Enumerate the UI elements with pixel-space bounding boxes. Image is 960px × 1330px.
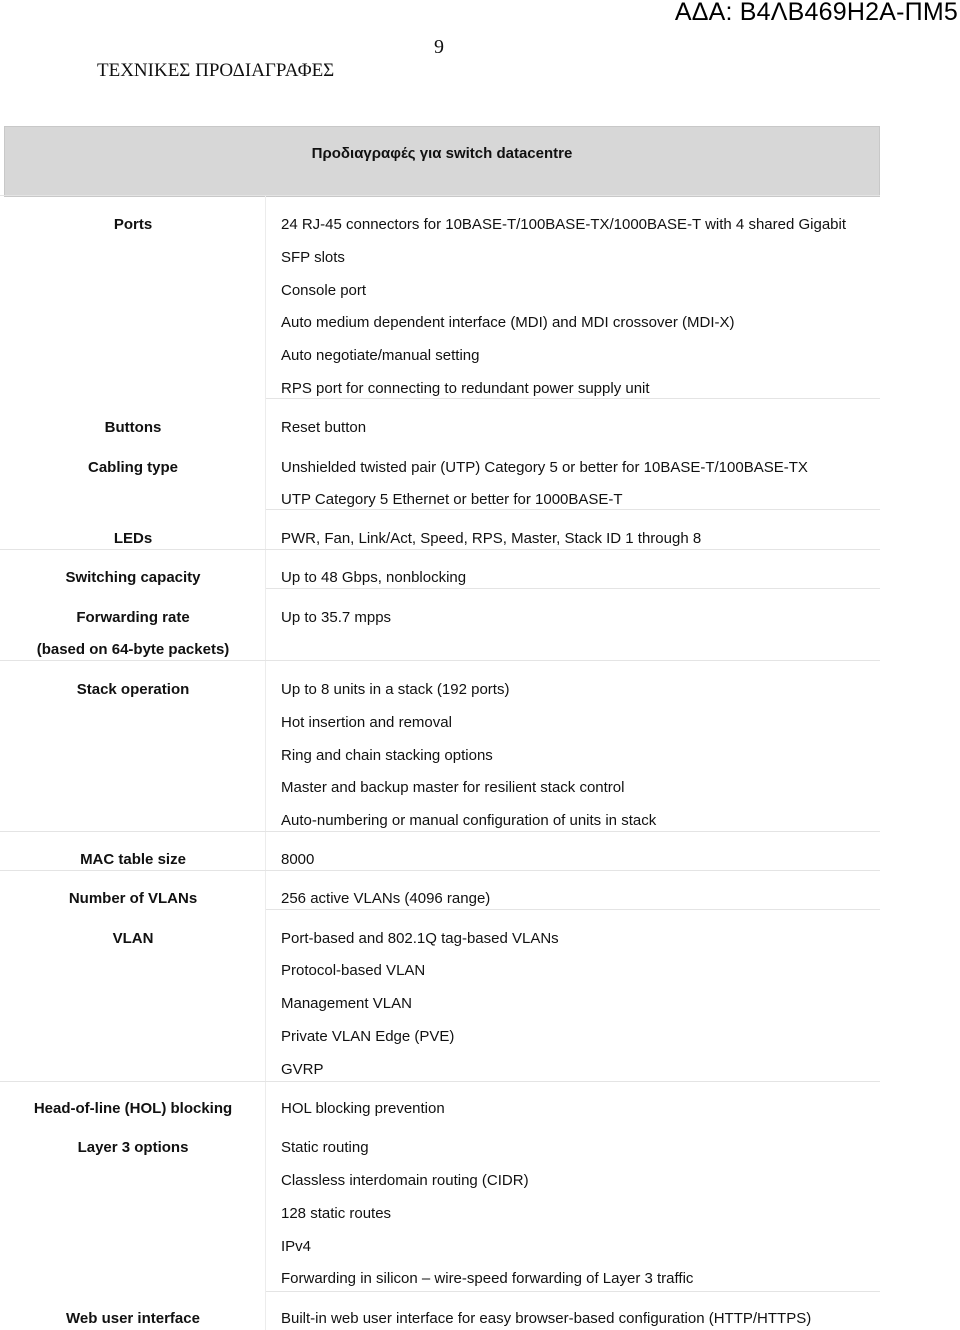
row-value: HOL blocking prevention [281,1100,445,1117]
table-caption: Προδιαγραφές για switch datacentre [311,145,573,162]
row-value: Classless interdomain routing (CIDR) [281,1172,529,1189]
row-label: Stack operation [76,681,190,698]
row-separator [0,195,880,196]
row-value: RPS port for connecting to redundant power supply unit [281,380,650,397]
row-separator [0,549,880,550]
row-value: Hot insertion and removal [281,714,452,731]
row-value: 24 RJ-45 connectors for 10BASE-T/100BASE-TX/1000BASE-T with 4 shared Gigabit [281,216,847,233]
row-separator [0,831,880,832]
row-separator [266,509,880,510]
column-divider [265,195,266,1330]
row-label: Layer 3 options [77,1139,189,1156]
row-value: GVRP [281,1061,324,1078]
row-value: Static routing [281,1139,369,1156]
row-value: Ring and chain stacking options [281,747,493,764]
row-separator [0,660,880,661]
row-value: Built-in web user interface for easy browser-based configuration (HTTP/HTTPS) [281,1310,812,1327]
row-value: 256 active VLANs (4096 range) [281,890,491,907]
page-number: 9 [434,36,444,58]
row-value: Reset button [281,419,367,436]
row-label: LEDs [113,530,153,547]
row-value: Master and backup master for resilient stack control [281,779,625,796]
row-label: Buttons [104,419,162,436]
row-label: VLAN [112,930,154,947]
row-value: PWR, Fan, Link/Act, Speed, RPS, Master, Stack ID 1 through 8 [281,530,702,547]
row-value: 8000 [281,851,315,868]
row-separator [266,398,880,399]
row-separator [266,588,880,589]
row-value: Auto-numbering or manual configuration of units in stack [281,812,657,829]
row-separator [0,1081,880,1082]
row-label: Switching capacity [65,569,201,586]
ada-code: ΑΔΑ: Β4ΛΒ469Η2Α-ΠΜ5 [674,0,958,26]
row-label: Number of VLANs [68,890,198,907]
row-label: Forwarding rate [76,609,190,626]
row-value: Management VLAN [281,995,412,1012]
row-separator [266,909,880,910]
row-label: Ports [113,216,153,233]
row-value: Protocol-based VLAN [281,962,426,979]
row-value: 128 static routes [281,1205,392,1222]
row-separator [0,870,880,871]
row-label: MAC table size [80,851,186,868]
row-separator [266,1291,880,1292]
row-value: Unshielded twisted pair (UTP) Category 5 or better for 10BASE-T/100BASE-TX [281,459,808,476]
table-caption-banner [4,126,880,197]
row-value: Private VLAN Edge (PVE) [281,1028,455,1045]
row-value: Up to 8 units in a stack (192 ports) [281,681,510,698]
row-value: Console port [281,282,367,299]
document-title: ΤΕΧΝΙΚΕΣ ΠΡΟΔΙΑΓΡΑΦΕΣ [97,60,335,81]
row-value: SFP slots [281,249,345,266]
row-label: Cabling type [87,459,178,476]
row-label-note: (based on 64-byte packets) [36,641,230,658]
row-value: Forwarding in silicon – wire-speed forwarding of Layer 3 traffic [281,1270,694,1287]
row-value: IPv4 [281,1238,312,1255]
row-value: UTP Category 5 Ethernet or better for 1000BASE-T [281,491,623,508]
row-label: Head-of-line (HOL) blocking [33,1100,233,1117]
row-value: Port-based and 802.1Q tag-based VLANs [281,930,559,947]
row-label: Web user interface [66,1310,200,1327]
row-value: Up to 48 Gbps, nonblocking [281,569,467,586]
row-value: Auto medium dependent interface (MDI) and MDI crossover (MDI-X) [281,314,735,331]
row-value: Up to 35.7 mpps [281,609,392,626]
row-value: Auto negotiate/manual setting [281,347,480,364]
